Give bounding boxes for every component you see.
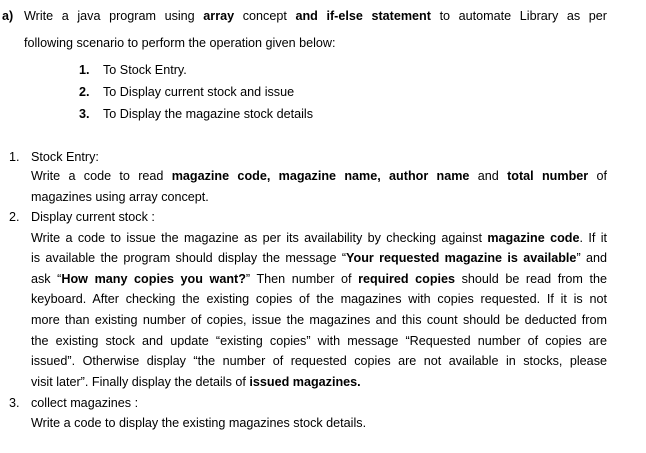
intro-marker: a): [2, 9, 14, 23]
section2-line-2: is available the program should display the message “Your requested magazine is available” and: [31, 251, 607, 265]
section1-line-2: magazines using array concept.: [31, 190, 209, 204]
section-number: 1.: [9, 150, 20, 164]
section2-line-1: Write a code to issue the magazine as per its availability by checking against magazine code. If it: [31, 231, 607, 245]
section-heading: collect magazines :: [31, 396, 139, 410]
section2-line-5: more than existing number of copies, issue the magazines and this count should be deducted from: [31, 313, 607, 327]
section-number: 3.: [9, 396, 20, 410]
op-text: To Display the magazine stock details: [103, 107, 313, 121]
section3-line-1: Write a code to display the existing magazines stock details.: [31, 416, 367, 430]
section-heading: Stock Entry:: [31, 150, 99, 164]
section2-line-4: keyboard. After checking the existing copies of the magazines with copies requested. If it is not: [31, 292, 607, 306]
intro-line-2: following scenario to perform the operation given below:: [24, 36, 336, 50]
op-number: 3.: [79, 107, 90, 121]
section-number: 2.: [9, 210, 20, 224]
op-number: 2.: [79, 85, 90, 99]
section2-line-7: issued”. Otherwise display “the number of requested copies are not available in stocks, please: [31, 354, 607, 368]
intro-line-1: Write a java program using array concept and if-else statement to automate Library as per: [24, 9, 607, 23]
section-heading: Display current stock :: [31, 210, 155, 224]
op-text: To Stock Entry.: [103, 63, 187, 77]
section1-line-1: Write a code to read magazine code, magazine name, author name and total number of: [31, 169, 607, 183]
section2-line-3: ask “How many copies you want?” Then number of required copies should be read from the: [31, 272, 608, 286]
section2-line-8: visit later”. Finally display the details of issued magazines.: [31, 375, 361, 389]
op-text: To Display current stock and issue: [103, 85, 295, 99]
op-number: 1.: [79, 63, 90, 77]
section2-line-6: the existing stock and update “existing copies” with message “Requested number of copies are: [31, 334, 607, 348]
